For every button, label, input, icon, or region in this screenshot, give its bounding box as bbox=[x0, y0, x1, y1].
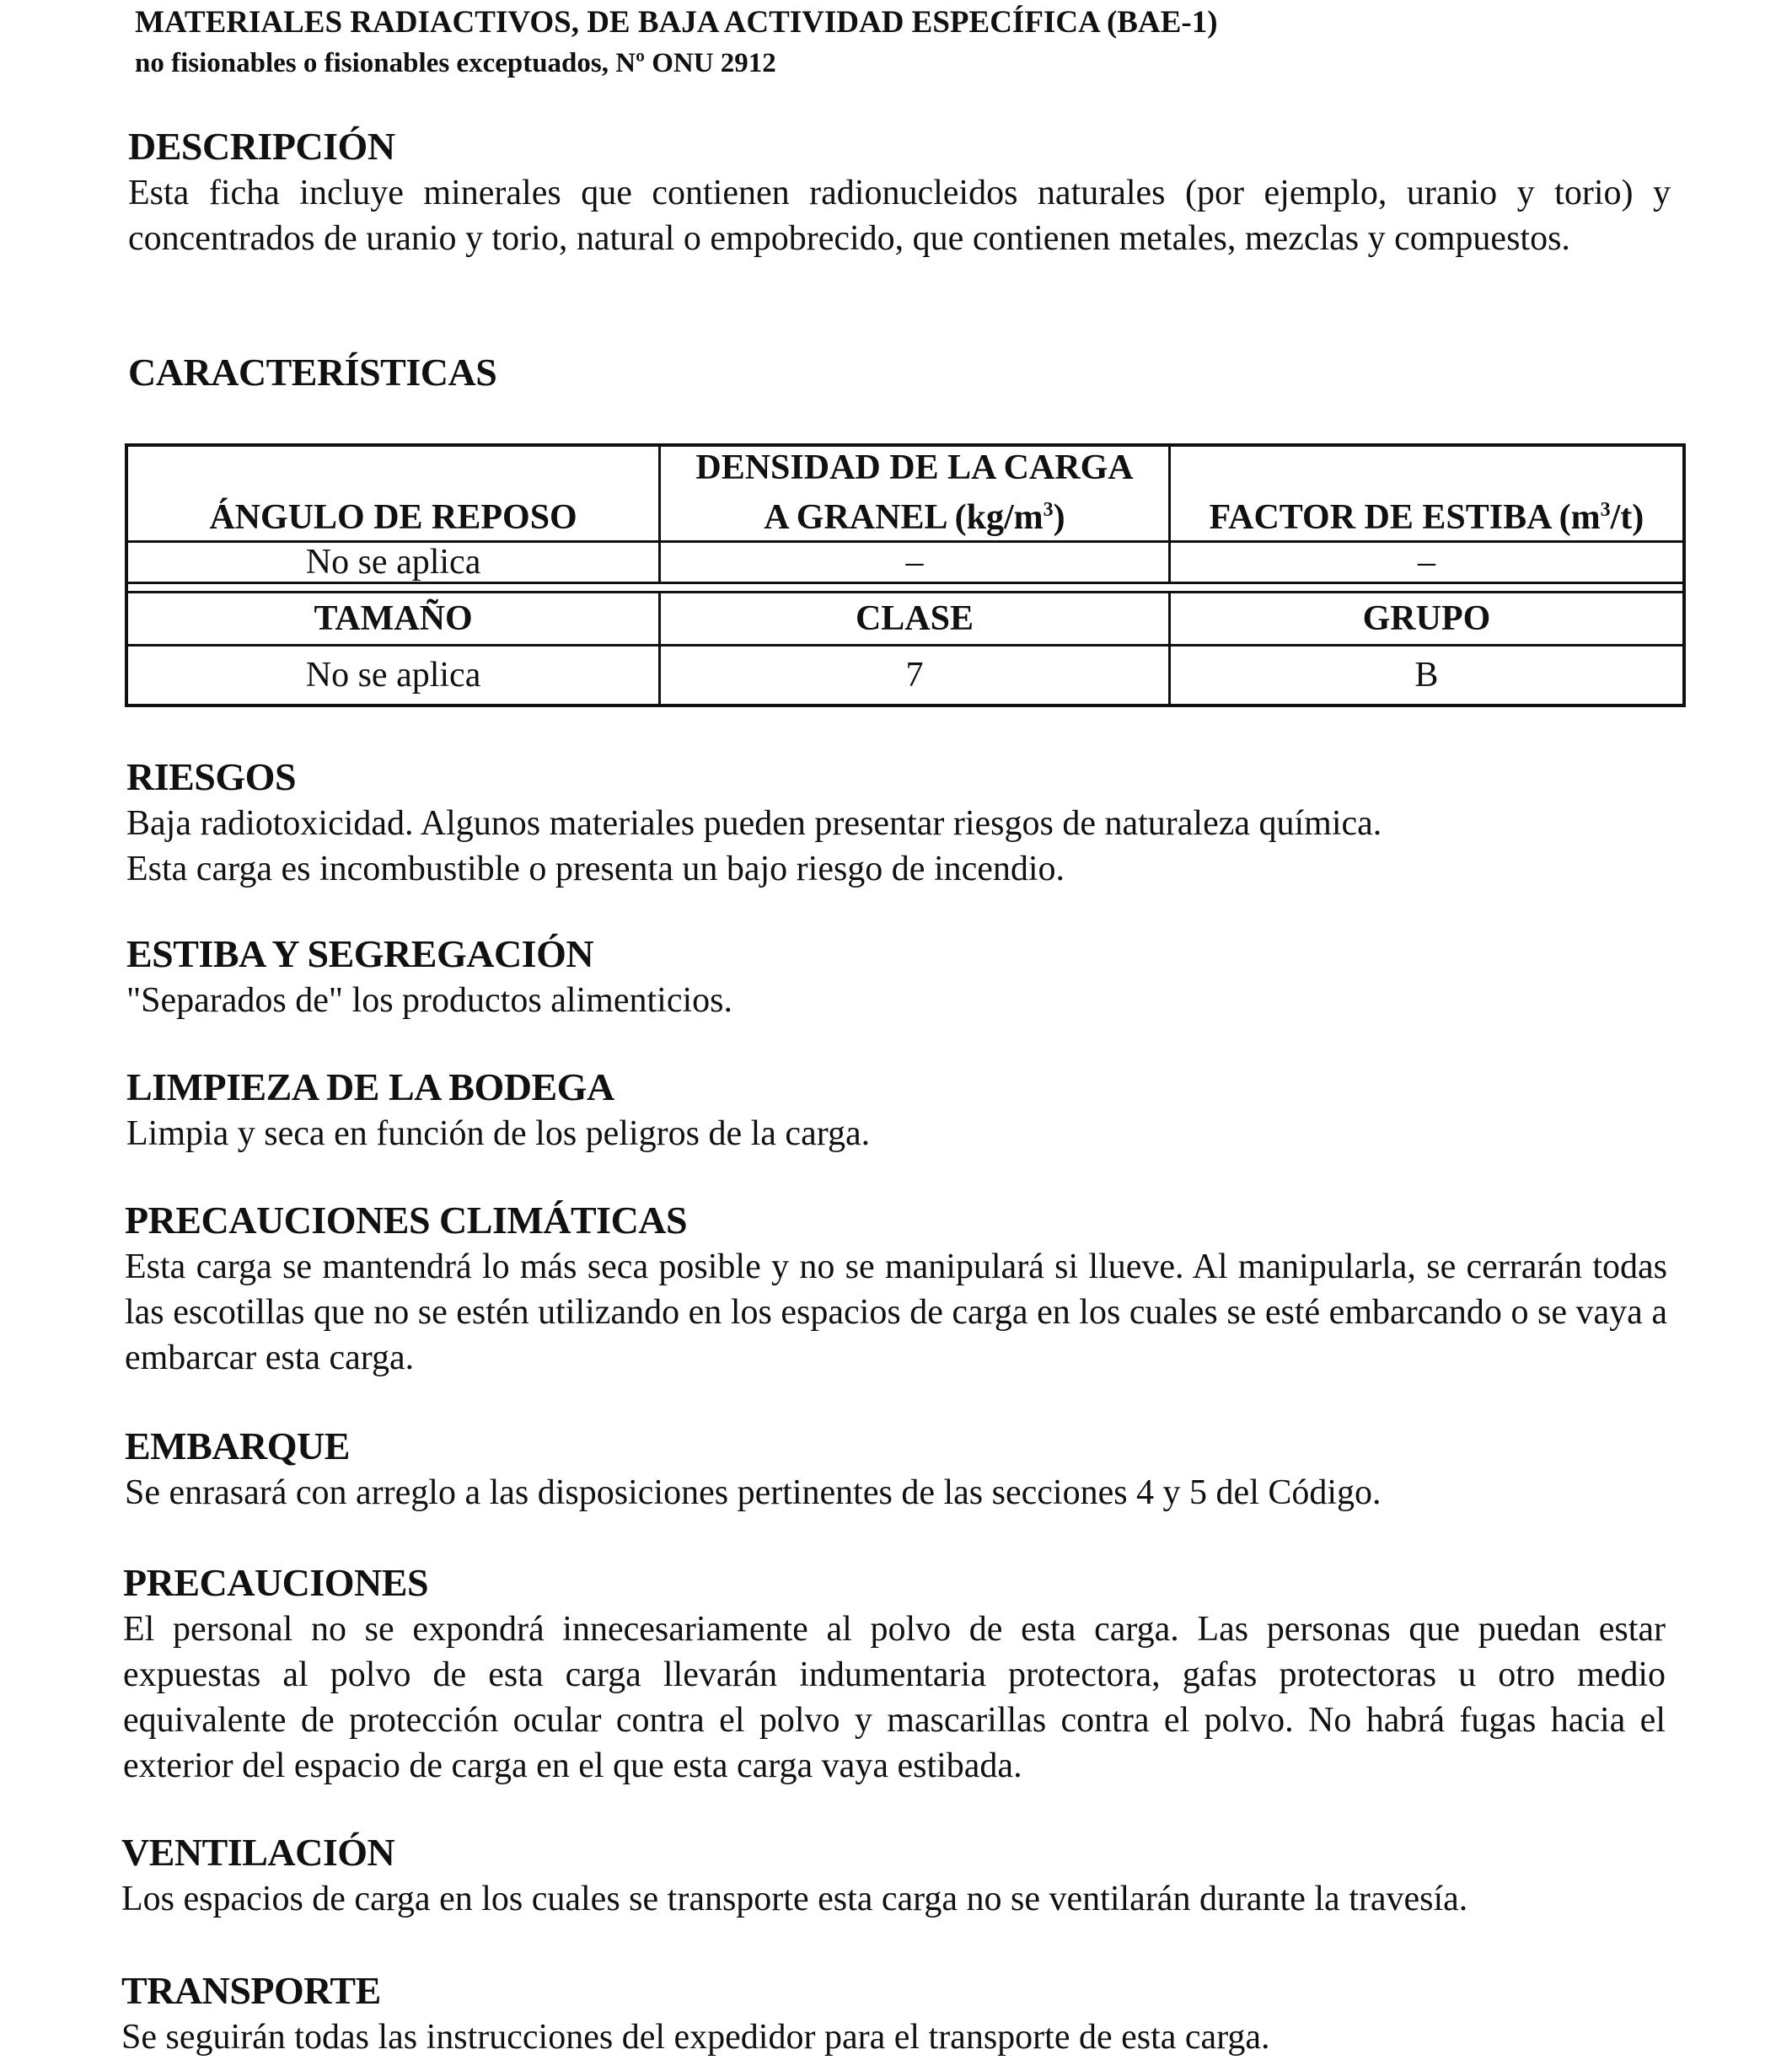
section-text: Limpia y seca en función de los peligros de la carga. bbox=[126, 1114, 871, 1153]
section-precauciones bbox=[123, 1559, 1666, 1789]
header-cell-grupo: GRUPO bbox=[1169, 593, 1684, 646]
section-text: Esta carga se mantendrá lo más seca posible y no se manipulará si llueve. Al manipularla, se cerrarán todas las escotillas que no se estén utilizando en los espacios de carga en los cuales se esté embarcando o se vaya a embarcar esta carga. bbox=[125, 1247, 1667, 1377]
section-title: CARACTERÍSTICAS bbox=[128, 351, 497, 394]
table-row bbox=[126, 646, 1684, 706]
header-cell-densidad: DENSIDAD DE LA CARGA A GRANEL $(kg/m^3)$ bbox=[660, 445, 1170, 542]
section-text: Los espacios de carga en los cuales se transporte esta carga no se ventilarán durante la travesía. bbox=[121, 1880, 1468, 1918]
section-title: ESTIBA Y SEGREGACIÓN bbox=[126, 932, 594, 975]
section-climaticas bbox=[125, 1197, 1667, 1381]
characteristics-table bbox=[125, 443, 1686, 707]
header-cell-clase: CLASE bbox=[660, 593, 1170, 646]
document-header bbox=[135, 2, 1652, 83]
cell-factor-value: – bbox=[1169, 542, 1684, 583]
section-transporte bbox=[121, 1967, 1664, 2060]
section-title: VENTILACIÓN bbox=[121, 1831, 395, 1874]
section-title: DESCRIPCIÓN bbox=[128, 125, 395, 168]
section-title: TRANSPORTE bbox=[121, 1969, 381, 2012]
section-limpieza bbox=[126, 1064, 1669, 1156]
section-text: Esta ficha incluye minerales que contienen radionucleidos naturales (por ejemplo, uranio y torio) y concentrados de uranio y torio, natural o empobrecido, que contienen metales, mezclas y compuestos. bbox=[128, 174, 1671, 258]
cell-tamano-value: No se aplica bbox=[126, 646, 660, 706]
header-cell-angulo: ÁNGULO DE REPOSO bbox=[126, 445, 660, 542]
section-title: LIMPIEZA DE LA BODEGA bbox=[126, 1065, 614, 1108]
section-embarque bbox=[125, 1423, 1667, 1515]
section-title: PRECAUCIONES CLIMÁTICAS bbox=[125, 1199, 688, 1242]
section-text: Esta carga es incombustible o presenta un bajo riesgo de incendio. bbox=[126, 850, 1065, 888]
section-text: Se enrasará con arreglo a las disposiciones pertinentes de las secciones 4 y 5 del Código. bbox=[125, 1473, 1382, 1512]
header-cell-factor: FACTOR DE ESTIBA $(m^3/t)$ bbox=[1169, 445, 1684, 542]
cell-densidad-value: – bbox=[660, 542, 1170, 583]
header-subtitle: no fisionables o fisionables exceptuados, Nº ONU 2912 bbox=[135, 48, 776, 78]
cell-angulo-value: No se aplica bbox=[126, 542, 660, 583]
table-header-row bbox=[126, 593, 1684, 646]
section-title: PRECAUCIONES bbox=[123, 1561, 429, 1604]
cell-grupo-value: B bbox=[1169, 646, 1684, 706]
cell-clase-value: 7 bbox=[660, 646, 1170, 706]
section-text: El personal no se expondrá innecesariamente al polvo de esta carga. Las personas que puedan estar expuestas al polvo de esta carga llevarán indumentaria protectora, gafas protectoras u otro medio equivalente de protección ocular contra el polvo y mascarillas contra el polvo. No habrá fugas hacia el exterior del espacio de carga en el que esta carga vaya estibada. bbox=[123, 1610, 1666, 1785]
section-ventilacion bbox=[121, 1829, 1664, 1922]
header-title: MATERIALES RADIACTIVOS, DE BAJA ACTIVIDAD ESPECÍFICA (BAE-1) bbox=[135, 5, 1218, 40]
section-estiba bbox=[126, 931, 1669, 1023]
section-title: RIESGOS bbox=[126, 755, 297, 798]
section-title: EMBARQUE bbox=[125, 1424, 350, 1467]
table-header-row bbox=[126, 445, 1684, 542]
table-divider bbox=[126, 583, 1684, 593]
section-text: Se seguirán todas las instrucciones del expedidor para el transporte de esta carga. bbox=[121, 2018, 1270, 2057]
section-descripcion bbox=[128, 123, 1671, 261]
header-cell-tamano: TAMAÑO bbox=[126, 593, 660, 646]
section-text: Baja radiotoxicidad. Algunos materiales pueden presentar riesgos de naturaleza química. bbox=[126, 804, 1382, 843]
section-caracteristicas bbox=[128, 349, 1671, 396]
section-riesgos bbox=[126, 754, 1669, 892]
section-text: "Separados de" los productos alimenticios. bbox=[126, 981, 732, 1020]
table-row bbox=[126, 542, 1684, 583]
